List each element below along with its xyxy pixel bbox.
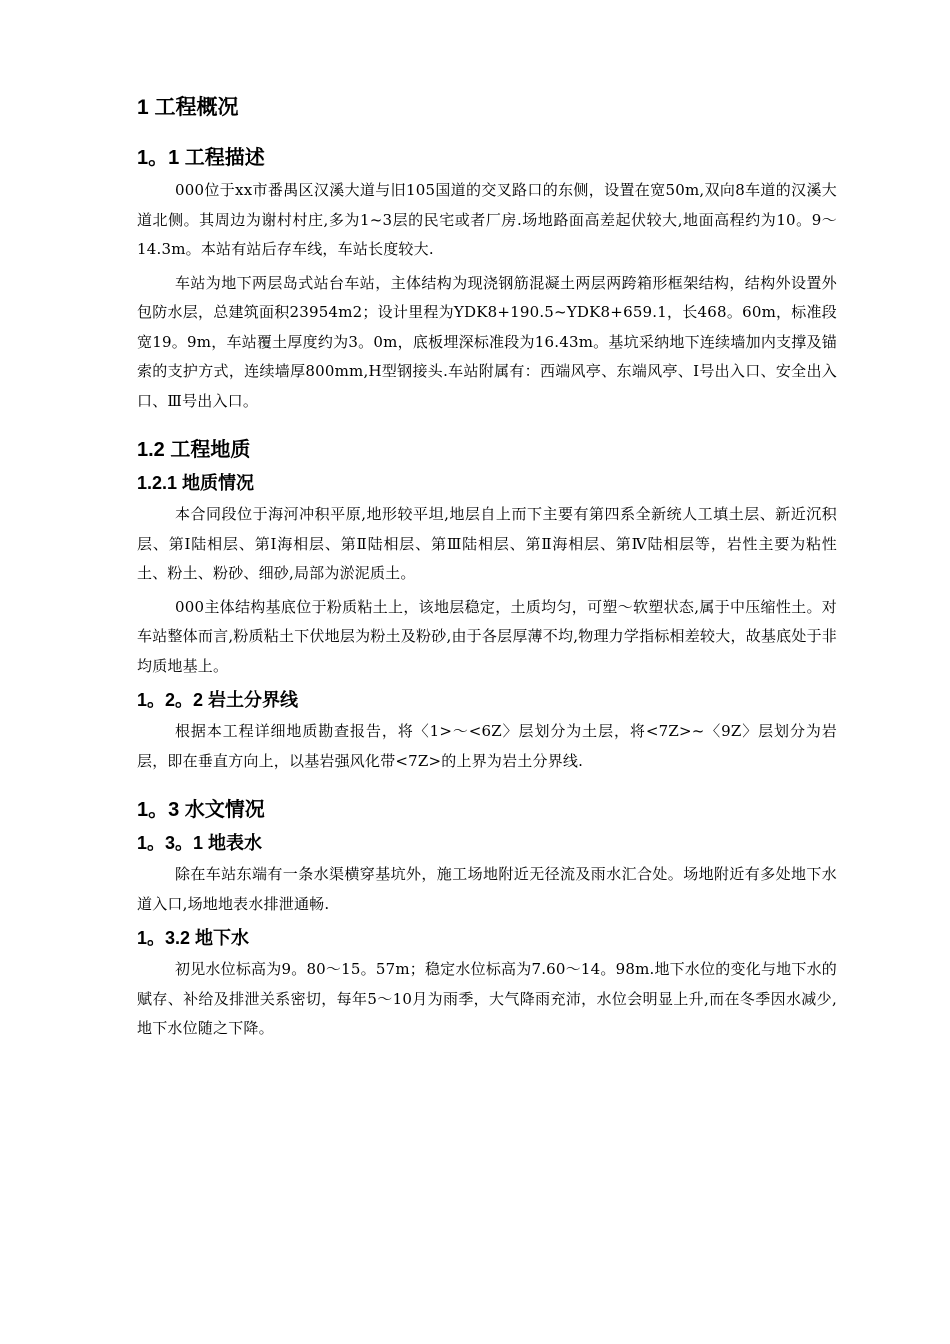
paragraph-1-1-b: 车站为地下两层岛式站台车站，主体结构为现浇钢筋混凝土两层两跨箱形框架结构，结构外设置外包防水层，总建筑面积23954m2；设计里程为YDK8+190.5~YDK8+659.1，长468。60m，标准段宽19。9m，车站覆土厚度约为3。0m，底板埋深标准段为16.43m。基坑采纳地下连续墙加内支撑及锚索的支护方式，连续墙厚800mm,H型钢接头.车站附属有：西端风亭、东端风亭、Ⅰ号出入口、安全出入口、Ⅲ号出入口。 [137,273,837,410]
section-title-1-2: 1.2 工程地质 [137,439,251,461]
document-body [137,94,837,1044]
chapter-title: 1 工程概况 [137,96,239,119]
subsection-title-1-2-1: 1.2.1 地质情况 [137,473,255,493]
paragraph-1-3-1: 除在车站东端有一条水渠横穿基坑外，施工场地附近无径流及雨水汇合处。场地附近有多处地下水道入口,场地地表水排泄通畅. [137,865,837,913]
paragraph-1-3-2: 初见水位标高为9。80～15。57m；稳定水位标高为7.60～14。98m.地下水位的变化与地下水的赋存、补给及排泄关系密切，每年5～10月为雨季，大气降雨充沛，水位会明显上升,而在冬季因水减少,地下水位随之下降。 [137,960,837,1037]
paragraph-1-2-1-b: 000主体结构基底位于粉质粘土上，该地层稳定，土质均匀，可塑～软塑状态,属于中压缩性土。对车站整体而言,粉质粘土下伏地层为粉土及粉砂,由于各层厚薄不均,物理力学指标相差较大，故基底处于非均质地基上。 [137,597,837,675]
section-title-1-3: 1。3 水文情况 [137,799,265,821]
paragraph-1-1-a: 000位于xx市番禺区汉溪大道与旧105国道的交叉路口的东侧，设置在宽50m,双向8车道的汉溪大道北侧。其周边为谢村村庄,多为1~3层的民宅或者厂房.场地路面高差起伏较大,地面高程约为10。9～14.3m。本站有站后存车线，车站长度较大. [137,181,837,258]
subsection-title-1-3-1: 1。3。1 地表水 [137,833,263,853]
subsection-title-1-3-2: 1。3.2 地下水 [137,928,250,948]
subsection-title-1-2-2: 1。2。2 岩土分界线 [137,690,299,710]
paragraph-1-2-2: 根据本工程详细地质勘查报告，将〈1>～<6Z〉层划分为土层，将<7Z>~〈9Z〉层划分为岩层，即在垂直方向上，以基岩强风化带<7Z>的上界为岩土分界线. [137,722,837,770]
paragraph-1-2-1-a: 本合同段位于海河冲积平原,地形较平坦,地层自上而下主要有第四系全新统人工填土层、新近沉积层、第Ⅰ陆相层、第Ⅰ海相层、第Ⅱ陆相层、第Ⅲ陆相层、第Ⅱ海相层、第Ⅳ陆相层等，岩性主要为粘性土、粉土、粉砂、细砂,局部为淤泥质土。 [137,505,837,582]
section-title-1-1: 1。1 工程描述 [137,147,265,169]
